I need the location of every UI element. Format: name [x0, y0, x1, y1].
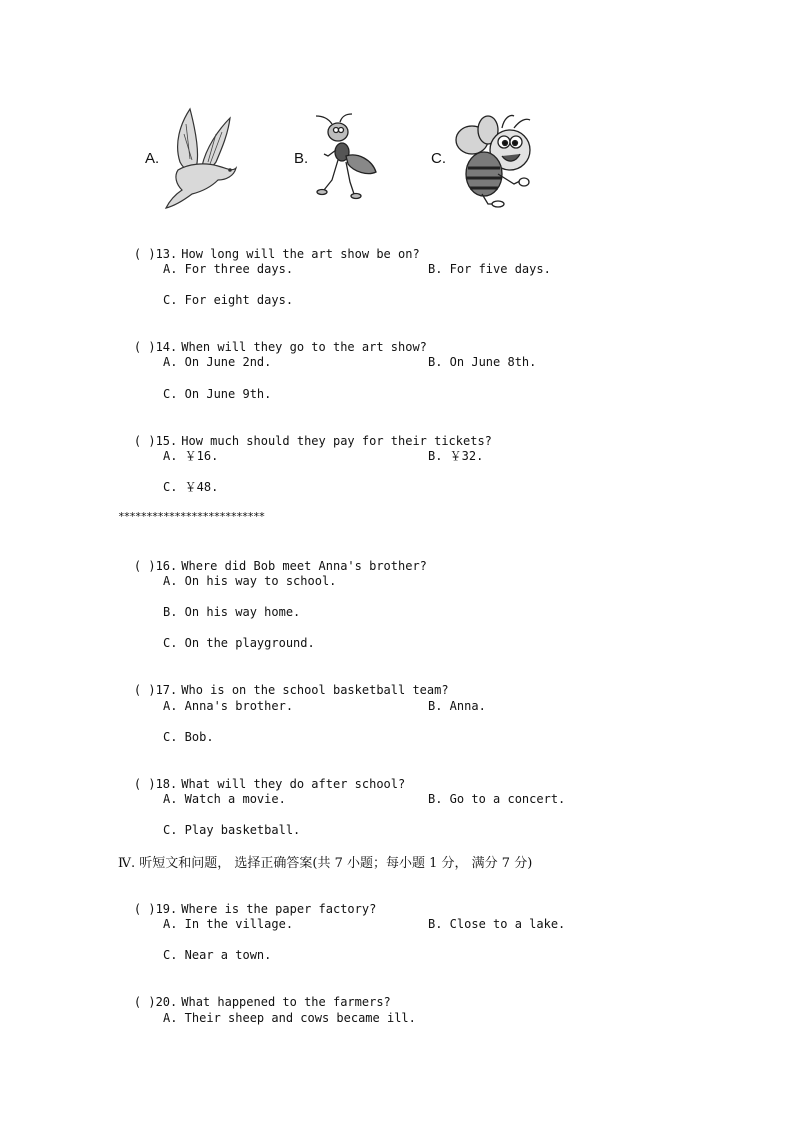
option-b: B. Anna. — [428, 699, 486, 713]
question-text: Where is the paper factory? — [181, 902, 377, 916]
picture-b-label: B. — [294, 150, 309, 167]
question-text: How long will the art show be on? — [181, 247, 420, 261]
picture-c-label: C. — [431, 150, 446, 167]
option-a: A. Watch a movie. — [163, 792, 286, 806]
option-b: B. For five days. — [428, 262, 551, 276]
picture-options-row — [0, 104, 794, 214]
option-a: A. On June 2nd. — [163, 355, 272, 369]
option-a: A. ￥16. — [163, 449, 219, 463]
option-c: C. On June 9th. — [163, 387, 272, 401]
question-number: ( )19. — [133, 902, 178, 916]
option-b: B. Close to a lake. — [428, 917, 566, 931]
option-a: A. In the village. — [163, 917, 294, 931]
question-number: ( )14. — [133, 340, 178, 354]
question-number: ( )13. — [133, 247, 178, 261]
separator-line: ************************** — [118, 510, 265, 523]
question-text: Who is on the school basketball team? — [181, 683, 449, 697]
option-c: C. Near a town. — [163, 948, 272, 962]
option-a: A. Their sheep and cows became ill. — [163, 1011, 416, 1025]
option-b: B. ￥32. — [428, 449, 484, 463]
section-heading: Ⅳ. 听短文和问题， 选择正确答案(共 7 小题；每小题 1 分， 满分 7 分) — [118, 856, 533, 871]
option-b: B. Go to a concert. — [428, 792, 566, 806]
picture-a-label: A. — [145, 150, 160, 167]
option-a: A. On his way to school. — [163, 574, 337, 588]
option-c: C. Play basketball. — [163, 823, 301, 837]
question-text: How much should they pay for their tickets? — [181, 434, 492, 448]
question-number: ( )18. — [133, 777, 178, 791]
option-c: C. Bob. — [163, 730, 214, 744]
question-number: ( )16. — [133, 559, 178, 573]
option-c: C. For eight days. — [163, 293, 294, 307]
question-text: What will they do after school? — [181, 777, 406, 791]
option-c: C. ￥48. — [163, 480, 219, 494]
ant-icon — [310, 110, 380, 202]
question-text: What happened to the farmers? — [181, 995, 391, 1009]
dove-icon — [160, 104, 240, 212]
bee-icon — [452, 112, 536, 208]
question-number: ( )15. — [133, 434, 178, 448]
question-text: When will they go to the art show? — [181, 340, 427, 354]
question-number: ( )17. — [133, 683, 178, 697]
option-a: A. Anna's brother. — [163, 699, 294, 713]
option-a: A. For three days. — [163, 262, 294, 276]
option-b: B. On June 8th. — [428, 355, 537, 369]
option-b: B. On his way home. — [163, 605, 301, 619]
option-c: C. On the playground. — [163, 636, 315, 650]
question-text: Where did Bob meet Anna's brother? — [181, 559, 427, 573]
question-number: ( )20. — [133, 995, 178, 1009]
